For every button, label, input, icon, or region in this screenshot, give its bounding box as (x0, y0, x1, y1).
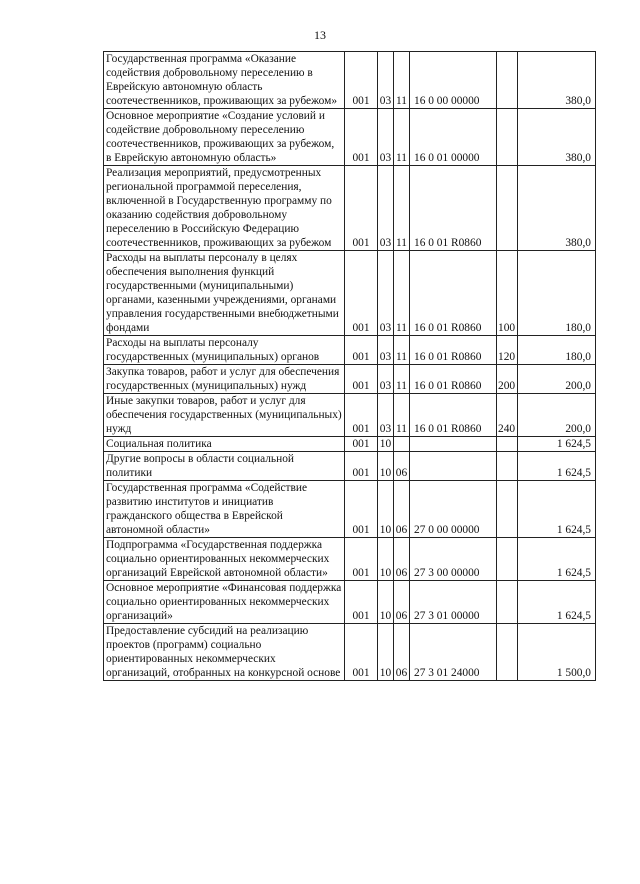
row-sum: 180,0 (518, 251, 596, 336)
table-row (104, 452, 596, 481)
row-expense-type (497, 538, 518, 581)
row-name: Государственная программа «Содействие развитию институтов и инициатив гражданского общества в Еврейской автономной области» (104, 481, 345, 538)
row-sum: 180,0 (518, 336, 596, 365)
table-row (104, 52, 596, 109)
row-sum: 380,0 (518, 52, 596, 109)
row-section-code: 03 (378, 109, 394, 166)
row-section-code: 03 (378, 365, 394, 394)
row-subsection-code: 11 (394, 365, 410, 394)
row-expense-type: 200 (497, 365, 518, 394)
row-expense-type (497, 624, 518, 681)
table-row (104, 538, 596, 581)
row-expense-type (497, 52, 518, 109)
row-section-code: 10 (378, 624, 394, 681)
table-row (104, 336, 596, 365)
row-section-code: 03 (378, 52, 394, 109)
row-sum: 1 624,5 (518, 437, 596, 452)
row-grbs-code: 001 (345, 52, 378, 109)
row-target-article: 16 0 01 R0860 (410, 365, 497, 394)
row-name: Основное мероприятие «Создание условий и содействие добровольному переселению соотечественников, проживающих за рубежом, в Еврейскую автономную область» (104, 109, 345, 166)
row-target-article: 27 3 00 00000 (410, 538, 497, 581)
row-expense-type (497, 109, 518, 166)
row-name: Расходы на выплаты персоналу в целях обеспечения выполнения функций государственными (муниципальными) органами, казенными учреждениями, органами управления государственными внебюджетными фондами (104, 251, 345, 336)
row-grbs-code: 001 (345, 166, 378, 251)
row-grbs-code: 001 (345, 437, 378, 452)
row-subsection-code: 11 (394, 251, 410, 336)
row-grbs-code: 001 (345, 109, 378, 166)
table-row (104, 394, 596, 437)
row-grbs-code: 001 (345, 336, 378, 365)
row-expense-type (497, 437, 518, 452)
row-target-article: 27 0 00 00000 (410, 481, 497, 538)
row-name: Подпрограмма «Государственная поддержка социально ориентированных некоммерческих организаций Еврейской автономной области» (104, 538, 345, 581)
row-grbs-code: 001 (345, 481, 378, 538)
row-expense-type: 120 (497, 336, 518, 365)
row-subsection-code: 11 (394, 336, 410, 365)
row-sum: 1 624,5 (518, 452, 596, 481)
row-subsection-code: 06 (394, 581, 410, 624)
row-section-code: 03 (378, 336, 394, 365)
row-section-code: 10 (378, 481, 394, 538)
row-expense-type (497, 166, 518, 251)
row-expense-type (497, 452, 518, 481)
row-grbs-code: 001 (345, 538, 378, 581)
row-sum: 1 500,0 (518, 624, 596, 681)
row-grbs-code: 001 (345, 394, 378, 437)
row-section-code: 03 (378, 166, 394, 251)
row-name: Социальная политика (104, 437, 345, 452)
row-sum: 1 624,5 (518, 581, 596, 624)
row-subsection-code: 11 (394, 52, 410, 109)
row-target-article: 16 0 01 R0860 (410, 166, 497, 251)
row-target-article: 16 0 01 R0860 (410, 251, 497, 336)
row-name: Реализация мероприятий, предусмотренных региональной программой переселения, включенной в Государственную программу по оказанию содействия добровольному переселению в Российскую Федерацию соотечественников, проживающих за рубежом (104, 166, 345, 251)
row-subsection-code: 06 (394, 481, 410, 538)
row-subsection-code: 11 (394, 109, 410, 166)
row-name: Государственная программа «Оказание содействия добровольному переселению в Еврейскую автономную область соотечественников, проживающих за рубежом» (104, 52, 345, 109)
row-target-article: 27 3 01 00000 (410, 581, 497, 624)
row-target-article: 16 0 00 00000 (410, 52, 497, 109)
row-sum: 1 624,5 (518, 481, 596, 538)
row-name: Расходы на выплаты персоналу государственных (муниципальных) органов (104, 336, 345, 365)
row-sum: 200,0 (518, 365, 596, 394)
table-row (104, 251, 596, 336)
row-subsection-code: 11 (394, 166, 410, 251)
row-grbs-code: 001 (345, 581, 378, 624)
row-sum: 200,0 (518, 394, 596, 437)
row-section-code: 10 (378, 437, 394, 452)
table-row (104, 166, 596, 251)
table-row (104, 365, 596, 394)
row-grbs-code: 001 (345, 452, 378, 481)
row-sum: 1 624,5 (518, 538, 596, 581)
row-target-article: 16 0 01 00000 (410, 109, 497, 166)
row-sum: 380,0 (518, 166, 596, 251)
row-target-article: 27 3 01 24000 (410, 624, 497, 681)
row-name: Другие вопросы в области социальной политики (104, 452, 345, 481)
table-body (104, 52, 596, 681)
row-grbs-code: 001 (345, 251, 378, 336)
row-section-code: 03 (378, 394, 394, 437)
row-grbs-code: 001 (345, 365, 378, 394)
row-target-article (410, 452, 497, 481)
page-number: 13 (314, 28, 326, 42)
row-expense-type: 100 (497, 251, 518, 336)
table-row (104, 581, 596, 624)
budget-table (103, 51, 596, 681)
row-section-code: 10 (378, 452, 394, 481)
row-target-article (410, 437, 497, 452)
table-row (104, 624, 596, 681)
row-sum: 380,0 (518, 109, 596, 166)
row-name: Основное мероприятие «Финансовая поддержка социально ориентированных некоммерческих организаций» (104, 581, 345, 624)
row-section-code: 10 (378, 581, 394, 624)
row-expense-type (497, 581, 518, 624)
row-section-code: 10 (378, 538, 394, 581)
table-row (104, 481, 596, 538)
row-name: Иные закупки товаров, работ и услуг для обеспечения государственных (муниципальных) нужд (104, 394, 345, 437)
row-expense-type: 240 (497, 394, 518, 437)
row-name: Предоставление субсидий на реализацию проектов (программ) социально ориентированных некоммерческих организаций, отобранных на конкурсной основе (104, 624, 345, 681)
row-target-article: 16 0 01 R0860 (410, 394, 497, 437)
row-subsection-code: 06 (394, 538, 410, 581)
row-name: Закупка товаров, работ и услуг для обеспечения государственных (муниципальных) нужд (104, 365, 345, 394)
row-subsection-code: 06 (394, 624, 410, 681)
row-grbs-code: 001 (345, 624, 378, 681)
table-row (104, 437, 596, 452)
row-target-article: 16 0 01 R0860 (410, 336, 497, 365)
row-expense-type (497, 481, 518, 538)
row-subsection-code: 06 (394, 452, 410, 481)
row-section-code: 03 (378, 251, 394, 336)
table-row (104, 109, 596, 166)
row-subsection-code: 11 (394, 394, 410, 437)
row-subsection-code (394, 437, 410, 452)
